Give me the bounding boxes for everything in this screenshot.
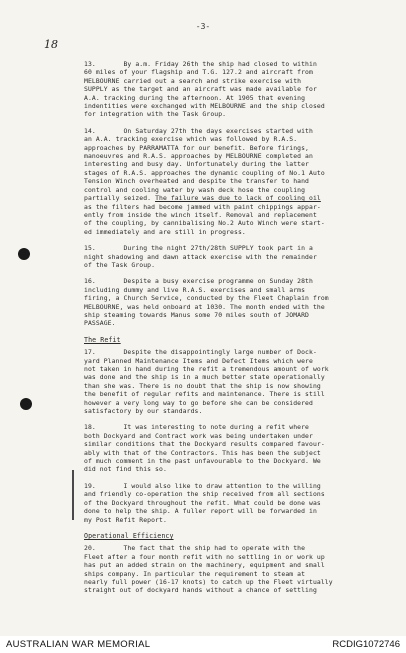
paragraph-18: 18. It was interesting to note during a refit where both Dockyard and Contract work was being undertaken under similar conditions that the Dockyard results compared favour- ably with that of the Contractors. This has been the subject of much comment in the past unfavourable to the Dockyard. We did not find this so. [84,423,325,474]
paragraph-15: 15. During the night 27th/28th SUPPLY took part in a night shadowing and dawn attack exercise with the remainder of the Task Group. [84,244,317,269]
paragraph-16: 16. Despite a busy exercise programme on Sunday 28th including dummy and live R.A.S. exercises and small arms firing, a Church Service, conducted by the Fleet Chaplain from MELBOURNE, was held onboard at 1030. The month ended with the ship steaming towards Manus some 70 miles south of JOMARD PASSAGE. [84,277,329,328]
punch-hole [20,398,32,410]
paragraph-19: 19. I would also like to draw attention to the willing and friendly co-operation the ship received from all sections of the Dockyard throughout the refit. What could be done was done to help the ship. A fuller report will be forwarded in my Post Refit Report. [84,481,325,524]
paragraph-14-text-a: 14. On Saturday 27th the days exercises started with an A.A. tracking exercise which was followed by R.A.S. approaches by PARRAMATTA for our benefit. Before firings, manoeuvres and R.A.S. approaches by MELBOURNE completed an interesting and busy day. Unfortunately during the latter stages of R.A.S. approaches the dynamic coupling of No.1 Auto Tension Winch overheated and despite the transfer to hand control and cooling water by wash deck hose the coupling partially seized. [84,126,325,203]
paragraph-14-underlined: The failure was due to lack of cooling oil [155,194,321,203]
archive-footer [0,636,406,653]
handwritten-margin-mark: 18 [44,38,58,51]
paragraph-14-text-b: as the filters had become jammed with paint chippings appar- ently from inside the winch itself. Removal and replacement of the coupling, by cannibalising No.2 Auto Winch were start- ed immediately and are still in progress. [84,202,325,236]
page-number: -3- [195,22,211,31]
punch-hole [18,248,30,260]
margin-bracket [72,470,74,520]
heading-the-refit: The Refit [84,335,121,344]
paragraph-17: 17. Despite the disappointingly large number of Dock- yard Planned Maintenance Items and Defect Items which were not taken in hand during the refit a tremendous amount of work was done and the ship is in a much better state operationally than she was. There is no doubt that the ship is now showing the benefit of regular refits and maintenance. There is still however a very long way to go before she can be considered satisfactory by our standards. [84,348,329,416]
report-body [84,60,384,603]
heading-operational-efficiency: Operational Efficiency [84,531,174,540]
footer-archive-name: AUSTRALIAN WAR MEMORIAL [6,639,151,650]
footer-record-id: RCDIG1072746 [332,639,400,650]
paragraph-13: 13. By a.m. Friday 26th the ship had closed to within 60 miles of your flagship and T.G. 127.2 and aircraft from MELBOURNE carried out a search and strike exercise with SUPPLY as the target and an aircraft was made available for A.A. tracking during the afternoon. At 1905 that evening indentities were exchanged with MELBOURNE and the ship closed for integration with the Task Group. [84,60,325,119]
paragraph-20: 20. The fact that the ship had to operate with the Fleet after a four month refit with no settling in or work up has put an added strain on the machinery, equipment and small ships company. In particular the requirement to steam at nearly full power (16-17 knots) to catch up the Fleet virtually straight out of dockyard hands without a chance of settling [84,544,333,595]
paragraph-14 [84,127,384,236]
